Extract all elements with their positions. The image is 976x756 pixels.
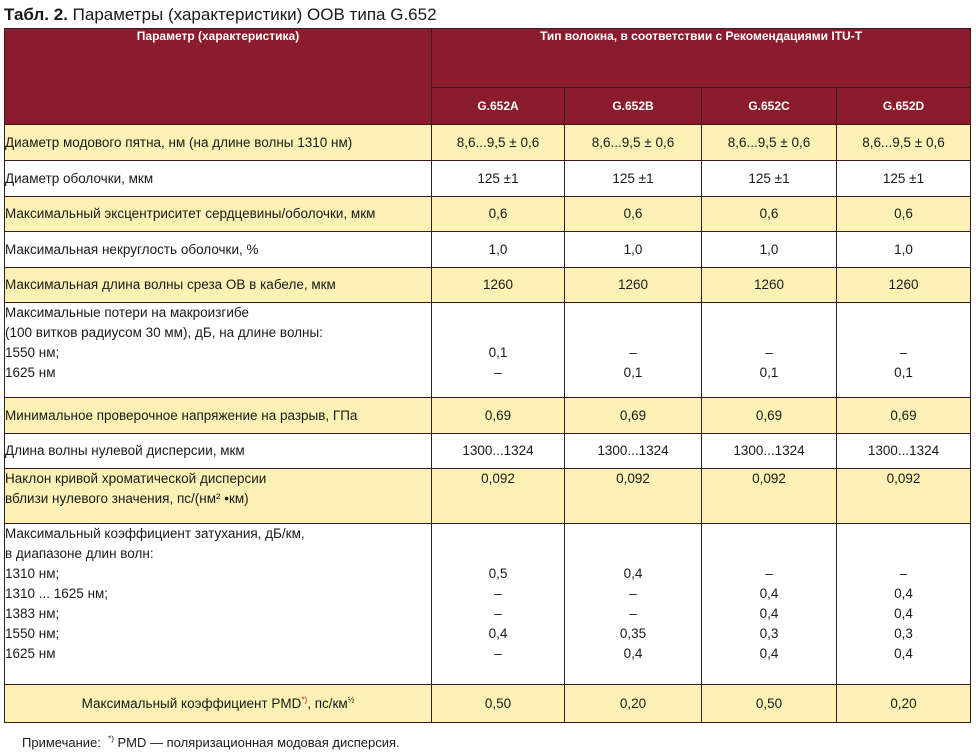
cell-value <box>702 303 837 398</box>
cell-value: 125 ±1 <box>702 161 837 197</box>
cell-line: 0,1 <box>894 365 913 380</box>
cell-value: 0,092 <box>837 469 971 524</box>
cell-value: 0,6 <box>432 197 565 232</box>
cell-value: 0,50 <box>432 685 565 723</box>
header-type-c: G.652C <box>702 88 837 125</box>
parameters-table <box>4 28 971 723</box>
cell-line: 0,4 <box>759 586 779 601</box>
cell-value: 0,092 <box>702 469 837 524</box>
cell-line: 0,4 <box>759 646 779 661</box>
cell-value <box>837 524 971 685</box>
cell-line: – <box>765 566 773 581</box>
cell-value <box>702 524 837 685</box>
cell-line: – <box>494 606 502 621</box>
cell-line: 0,35 <box>619 626 647 641</box>
cell-value <box>432 303 565 398</box>
cell-value <box>565 303 702 398</box>
cell-value: 1300...1324 <box>565 434 702 469</box>
cell-value <box>837 303 971 398</box>
row-name: Диаметр модового пятна, нм (на длине волны 1310 нм) <box>5 125 432 161</box>
cell-line: – <box>494 646 502 661</box>
cell-line: 0,4 <box>894 606 913 621</box>
cell-line: 0,4 <box>623 566 643 581</box>
cell-value: 0,20 <box>565 685 702 723</box>
cell-value: 0,6 <box>837 197 971 232</box>
table-row <box>5 268 971 303</box>
cell-value: 1300...1324 <box>432 434 565 469</box>
row-name-line: Наклон кривой хроматической дисперсии <box>5 471 267 486</box>
cell-value: 1,0 <box>432 232 565 268</box>
cell-line: 0,1 <box>623 365 643 380</box>
cell-value: 125 ±1 <box>837 161 971 197</box>
cell-value: 0,50 <box>702 685 837 723</box>
row-name-line: 1310 ... 1625 нм; <box>5 586 109 601</box>
pmd-label: Максимальный коэффициент PMD <box>81 695 302 711</box>
footnote-label: Примечание: <box>22 735 101 750</box>
cell-line: 0,3 <box>894 626 913 641</box>
cell-value: 0,20 <box>837 685 971 723</box>
cell-value: 1260 <box>432 268 565 303</box>
footnote <box>22 735 400 750</box>
table-row <box>5 161 971 197</box>
cell-line: – <box>899 345 908 360</box>
footnote-text: PMD — поляризационная модовая дисперсия. <box>113 735 400 750</box>
cell-value: 1260 <box>837 268 971 303</box>
cell-line: – <box>494 365 502 380</box>
table-title <box>4 5 437 25</box>
table-row <box>5 232 971 268</box>
cell-line: – <box>899 566 908 581</box>
row-name: Максимальная некруглость оболочки, % <box>5 232 432 268</box>
pmd-unit: , пс/км <box>307 695 348 711</box>
cell-value: 8,6...9,5 ± 0,6 <box>702 125 837 161</box>
row-name: Диаметр оболочки, мкм <box>5 161 432 197</box>
cell-value: 0,092 <box>432 469 565 524</box>
cell-value: 0,69 <box>565 398 702 434</box>
row-name: Длина волны нулевой дисперсии, мкм <box>5 434 432 469</box>
cell-line: 0,4 <box>623 646 643 661</box>
cell-line: 0,4 <box>894 646 913 661</box>
row-name-line: (100 витков радиусом 30 мм), дБ, на длине волны: <box>5 325 323 340</box>
row-name-line: 1550 нм; <box>5 626 60 641</box>
row-name-line: 1550 нм; <box>5 345 60 360</box>
header-type-d: G.652D <box>837 88 971 125</box>
table-row <box>5 524 971 685</box>
cell-line: 0,4 <box>759 606 779 621</box>
table-row <box>5 398 971 434</box>
row-name-line: 1625 нм <box>5 365 56 380</box>
cell-value: 8,6...9,5 ± 0,6 <box>432 125 565 161</box>
row-name-line: Максимальный коэффициент затухания, дБ/км, <box>5 526 305 541</box>
cell-value: 1300...1324 <box>702 434 837 469</box>
cell-line: 0,5 <box>488 566 508 581</box>
row-name-line: 1383 нм; <box>5 606 60 621</box>
cell-line: 0,1 <box>488 345 508 360</box>
table-row <box>5 685 971 723</box>
row-name-line: вблизи нулевого значения, пс/(нм² •км) <box>5 491 249 506</box>
cell-line: 0,4 <box>894 586 913 601</box>
table-caption: Параметры (характеристики) ООВ типа G.652 <box>67 5 437 24</box>
cell-value: 125 ±1 <box>432 161 565 197</box>
cell-line: 0,4 <box>488 626 508 641</box>
cell-line: 0,1 <box>759 365 779 380</box>
cell-value: 1,0 <box>565 232 702 268</box>
table-row <box>5 434 971 469</box>
row-name-line: Максимальные потери на макроизгибе <box>5 305 249 320</box>
cell-value <box>565 524 702 685</box>
cell-value: 0,6 <box>565 197 702 232</box>
header-fiber-type: Тип волокна, в соответствии с Рекомендациями ITU-T <box>432 29 971 88</box>
cell-line: – <box>629 586 637 601</box>
row-name: Максимальная длина волны среза ОВ в кабеле, мкм <box>5 268 432 303</box>
cell-value: 8,6...9,5 ± 0,6 <box>565 125 702 161</box>
cell-line: – <box>629 606 637 621</box>
table-number: Табл. 2. <box>4 5 68 24</box>
cell-value: 125 ±1 <box>565 161 702 197</box>
header-type-a: G.652A <box>432 88 565 125</box>
cell-value: 0,69 <box>702 398 837 434</box>
cell-value: 1300...1324 <box>837 434 971 469</box>
cell-value: 0,69 <box>432 398 565 434</box>
cell-value: 1,0 <box>702 232 837 268</box>
row-name: Минимальное проверочное напряжение на разрыв, ГПа <box>5 398 432 434</box>
row-name-line: в диапазоне длин волн: <box>5 546 154 561</box>
table-row <box>5 303 971 398</box>
row-name <box>5 469 432 524</box>
row-name <box>5 685 432 723</box>
row-name-line: 1625 нм <box>5 646 56 661</box>
cell-line: 0,3 <box>759 626 779 641</box>
cell-value: 1,0 <box>837 232 971 268</box>
footnote-mark: *) <box>108 734 114 744</box>
cell-line: – <box>765 345 773 360</box>
cell-value: 8,6...9,5 ± 0,6 <box>837 125 971 161</box>
pmd-footnote-mark: *) <box>301 695 308 704</box>
table-row <box>5 125 971 161</box>
header-type-b: G.652B <box>565 88 702 125</box>
cell-value: 1260 <box>565 268 702 303</box>
row-name <box>5 524 432 685</box>
pmd-unit-power: ½ <box>347 695 355 704</box>
cell-value: 0,69 <box>837 398 971 434</box>
row-name <box>5 303 432 398</box>
table-row <box>5 197 971 232</box>
cell-value: 0,092 <box>565 469 702 524</box>
row-name-line: 1310 нм; <box>5 566 60 581</box>
cell-value: 1260 <box>702 268 837 303</box>
cell-value <box>432 524 565 685</box>
cell-value: 0,6 <box>702 197 837 232</box>
header-parameter: Параметр (характеристика) <box>5 29 432 125</box>
table-row <box>5 469 971 524</box>
cell-line: – <box>629 345 637 360</box>
cell-line: – <box>494 586 502 601</box>
row-name: Максимальный эксцентриситет сердцевины/оболочки, мкм <box>5 197 432 232</box>
